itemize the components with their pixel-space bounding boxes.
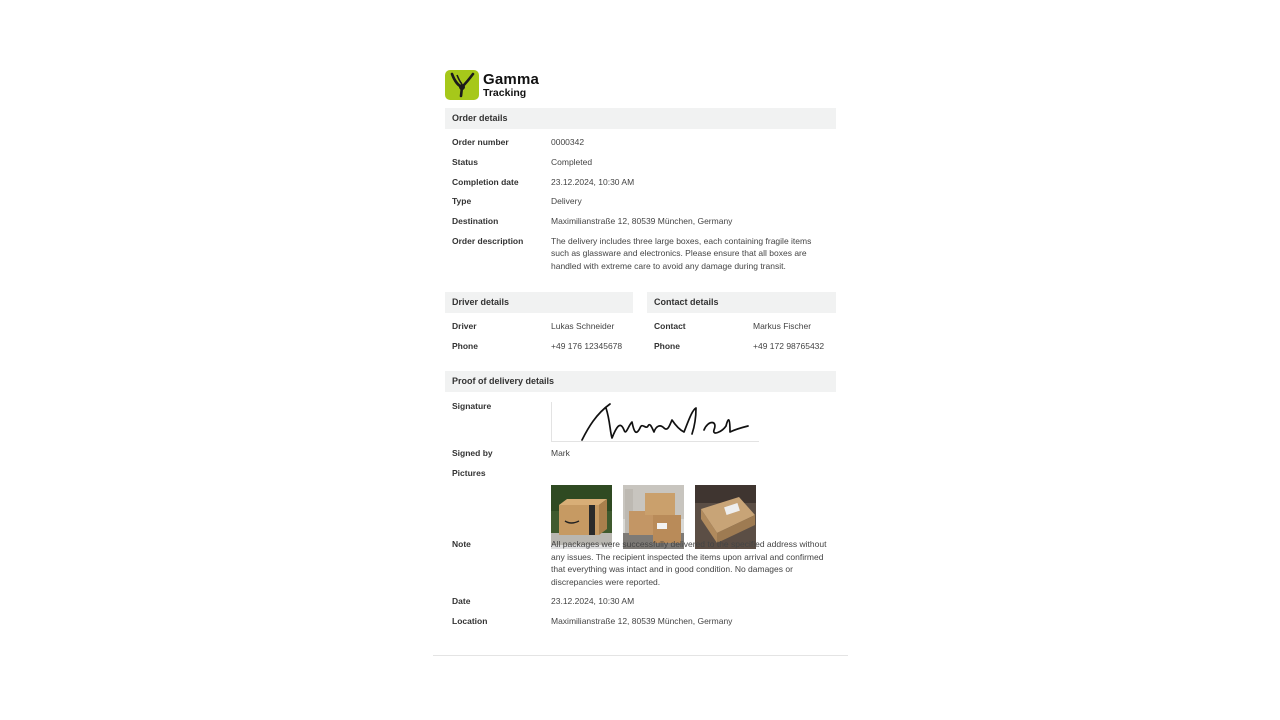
date-value: 23.12.2024, 10:30 AM bbox=[551, 596, 635, 606]
location-row bbox=[445, 615, 732, 628]
company-logo bbox=[445, 70, 836, 100]
field-label: Order number bbox=[452, 137, 509, 147]
status-value: Completed bbox=[551, 156, 593, 167]
field-label: Date bbox=[452, 596, 471, 606]
logo-icon bbox=[445, 70, 479, 100]
note-value: All packages were successfully delivered to the specified address without any issues. The recipient inspected the items upon arrival and confirmed that everything was intact and in good condition. No damages or discrepancies were reported. bbox=[551, 539, 827, 587]
logo-subtitle: Tracking bbox=[483, 86, 527, 99]
completion-date-row bbox=[445, 176, 836, 189]
field-label: Phone bbox=[452, 340, 478, 351]
order-number-row bbox=[445, 136, 836, 149]
field-label: Type bbox=[452, 196, 472, 207]
contact-details-section bbox=[647, 292, 836, 360]
date-row bbox=[445, 595, 634, 608]
signed-by-value: Mark bbox=[551, 448, 570, 458]
contact-phone-value: +49 172 98765432 bbox=[753, 340, 825, 351]
proof-of-delivery-header: Proof of delivery details bbox=[445, 371, 836, 392]
field-label: Status bbox=[452, 156, 478, 167]
order-description-value: The delivery includes three large boxes, each containing fragile items such as glassware and electronics. Please ensure that all boxes are handled with extreme care to avoid any damage during transit. bbox=[551, 235, 812, 271]
logo-title: Gamma bbox=[483, 70, 540, 88]
driver-row bbox=[445, 320, 633, 333]
destination-value: Maximilianstraße 12, 80539 München, Germany bbox=[551, 216, 733, 227]
destination-row bbox=[445, 215, 836, 228]
order-number-value: 0000342 bbox=[551, 137, 585, 147]
signed-by-row bbox=[445, 447, 570, 460]
field-label: Phone bbox=[654, 340, 680, 351]
type-row bbox=[445, 195, 836, 208]
completion-date-value: 23.12.2024, 10:30 AM bbox=[551, 176, 635, 187]
delivery-report bbox=[445, 70, 836, 626]
pictures-row bbox=[445, 467, 551, 480]
driver-name-value: Lukas Schneider bbox=[551, 321, 615, 331]
location-value: Maximilianstraße 12, 80539 München, Germany bbox=[551, 616, 733, 626]
driver-details-section bbox=[445, 292, 633, 360]
signature-row bbox=[445, 400, 551, 413]
order-details-header: Order details bbox=[445, 108, 836, 129]
order-details-section bbox=[445, 108, 836, 280]
field-label: Signature bbox=[452, 401, 492, 411]
signature-image bbox=[551, 402, 759, 442]
proof-of-delivery-section bbox=[445, 371, 836, 652]
driver-phone-row bbox=[445, 340, 633, 353]
contact-details-header: Contact details bbox=[647, 292, 836, 313]
field-label: Signed by bbox=[452, 448, 493, 458]
field-label: Location bbox=[452, 616, 488, 626]
field-label: Pictures bbox=[452, 468, 486, 478]
footer-divider bbox=[433, 655, 848, 656]
order-description-row bbox=[445, 235, 836, 273]
field-label: Contact bbox=[654, 321, 686, 331]
field-label: Driver bbox=[452, 321, 477, 331]
field-label: Completion date bbox=[452, 176, 519, 187]
driver-details-header: Driver details bbox=[445, 292, 633, 313]
driver-phone-value: +49 176 12345678 bbox=[551, 340, 623, 351]
note-row bbox=[445, 538, 833, 588]
status-row bbox=[445, 156, 836, 169]
type-value: Delivery bbox=[551, 196, 582, 207]
field-label: Destination bbox=[452, 216, 499, 227]
contact-phone-row bbox=[647, 340, 836, 353]
contact-name-value: Markus Fischer bbox=[753, 321, 812, 331]
contact-row bbox=[647, 320, 836, 333]
field-label: Order description bbox=[452, 235, 524, 246]
field-label: Note bbox=[452, 539, 471, 549]
